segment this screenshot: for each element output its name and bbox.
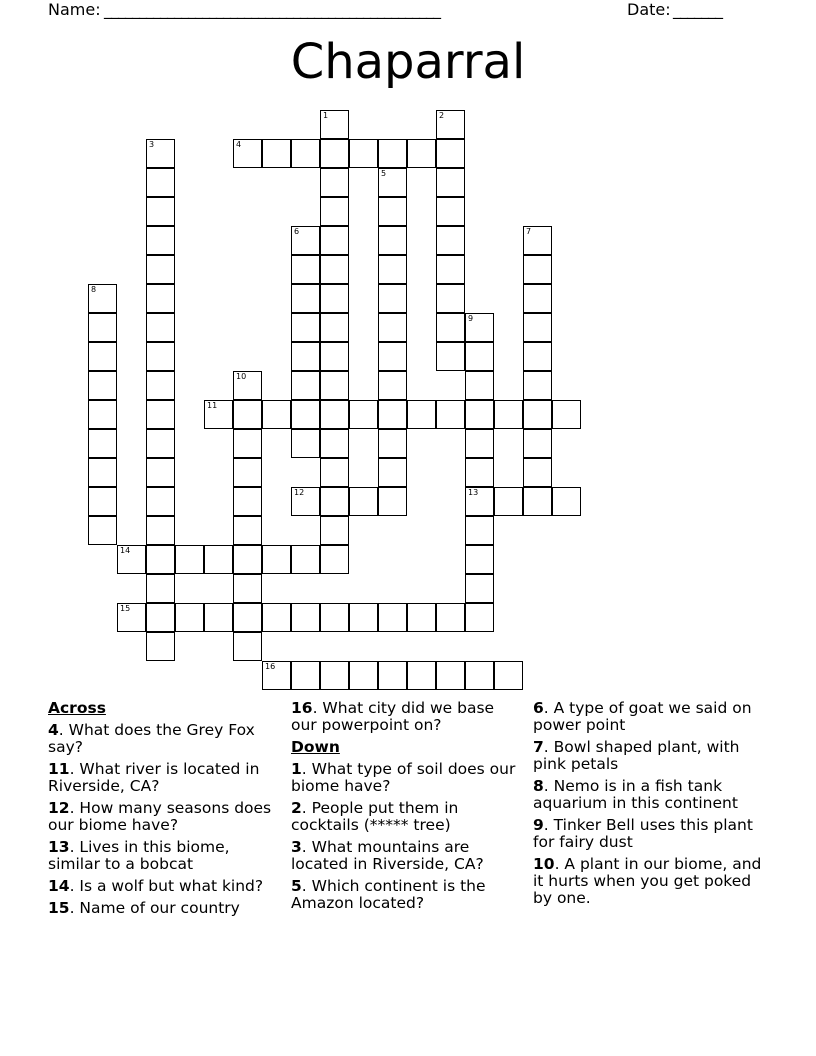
grid-cell[interactable] [88, 371, 117, 400]
grid-cell[interactable] [291, 313, 320, 342]
clue-number: 4 [48, 721, 59, 739]
grid-cell[interactable] [378, 603, 407, 632]
clue-number: 14 [48, 877, 70, 895]
grid-cell[interactable] [146, 400, 175, 429]
grid-cell[interactable] [146, 487, 175, 516]
grid-cell[interactable] [146, 545, 175, 574]
grid-cell[interactable] [146, 574, 175, 603]
clue-down-3 [291, 839, 523, 873]
grid-cell[interactable] [378, 661, 407, 690]
grid-cell[interactable] [146, 603, 175, 632]
grid-cell[interactable] [465, 574, 494, 603]
grid-cell[interactable] [465, 313, 494, 342]
grid-cell[interactable] [291, 226, 320, 255]
clue-text: . A type of goat we said on power point [533, 699, 752, 734]
grid-cell[interactable] [146, 284, 175, 313]
grid-cell[interactable] [233, 603, 262, 632]
grid-cell[interactable] [378, 371, 407, 400]
clue-across-13 [48, 839, 278, 873]
grid-cell[interactable] [117, 545, 146, 574]
grid-cell[interactable] [88, 516, 117, 545]
grid-cell[interactable] [465, 458, 494, 487]
clue-number: 13 [48, 838, 70, 856]
grid-cell[interactable] [291, 139, 320, 168]
clue-text: . People put them in cocktails (***** tree) [291, 799, 459, 834]
grid-cell[interactable] [291, 342, 320, 371]
grid-cell[interactable] [349, 400, 378, 429]
cell-number: 16 [265, 662, 276, 671]
clue-number: 5 [291, 877, 302, 895]
date-label: Date: [627, 0, 671, 19]
grid-cell[interactable] [349, 661, 378, 690]
grid-cell[interactable] [378, 342, 407, 371]
cell-number: 5 [381, 169, 387, 178]
grid-cell[interactable] [523, 226, 552, 255]
grid-cell[interactable] [233, 400, 262, 429]
grid-cell[interactable] [465, 342, 494, 371]
grid-cell[interactable] [494, 400, 523, 429]
grid-cell[interactable] [204, 603, 233, 632]
clue-across-11 [48, 761, 278, 795]
grid-cell[interactable] [233, 429, 262, 458]
clue-text: . What city did we base our powerpoint on? [291, 699, 495, 734]
grid-cell[interactable] [349, 603, 378, 632]
grid-cell[interactable] [523, 371, 552, 400]
grid-cell[interactable] [436, 284, 465, 313]
grid-cell[interactable] [465, 603, 494, 632]
grid-cell[interactable] [523, 487, 552, 516]
clue-number: 7 [533, 738, 544, 756]
grid-cell[interactable] [465, 400, 494, 429]
grid-cell[interactable] [262, 661, 291, 690]
grid-cell[interactable] [465, 429, 494, 458]
clue-down-5 [291, 878, 523, 912]
grid-cell[interactable] [436, 139, 465, 168]
down-heading: Down [291, 738, 340, 756]
clue-number: 2 [291, 799, 302, 817]
grid-cell[interactable] [146, 139, 175, 168]
grid-cell[interactable] [146, 168, 175, 197]
cell-number: 8 [91, 285, 97, 294]
grid-cell[interactable] [378, 458, 407, 487]
grid-cell[interactable] [320, 400, 349, 429]
clue-text: . Lives in this biome, similar to a bobcat [48, 838, 230, 873]
grid-cell[interactable] [233, 487, 262, 516]
grid-cell[interactable] [407, 603, 436, 632]
grid-cell[interactable] [436, 603, 465, 632]
grid-cell[interactable] [146, 313, 175, 342]
grid-cell[interactable] [320, 197, 349, 226]
grid-cell[interactable] [523, 342, 552, 371]
grid-cell[interactable] [320, 284, 349, 313]
clue-number: 15 [48, 899, 70, 917]
grid-cell[interactable] [320, 110, 349, 139]
clue-text: . Is a wolf but what kind? [69, 877, 264, 895]
grid-cell[interactable] [494, 487, 523, 516]
clue-text: . What river is located in Riverside, CA? [48, 760, 260, 795]
clue-text: . What does the Grey Fox say? [48, 721, 255, 756]
clues-column-3 [533, 700, 773, 912]
grid-cell[interactable] [233, 632, 262, 661]
cell-number: 15 [120, 604, 131, 613]
clue-number: 10 [533, 855, 555, 873]
cell-number: 2 [439, 111, 445, 120]
cell-number: 14 [120, 546, 131, 555]
clue-number: 11 [48, 760, 70, 778]
grid-cell[interactable] [320, 661, 349, 690]
grid-cell[interactable] [465, 371, 494, 400]
cell-number: 6 [294, 227, 300, 236]
grid-cell[interactable] [291, 545, 320, 574]
grid-cell[interactable] [320, 371, 349, 400]
grid-cell[interactable] [378, 168, 407, 197]
grid-cell[interactable] [320, 603, 349, 632]
clue-down-6 [533, 700, 773, 734]
grid-cell[interactable] [436, 197, 465, 226]
grid-cell[interactable] [88, 429, 117, 458]
clue-text: . How many seasons does our biome have? [48, 799, 272, 834]
grid-cell[interactable] [262, 603, 291, 632]
clue-text: . Which continent is the Amazon located? [291, 877, 486, 912]
grid-cell[interactable] [378, 429, 407, 458]
clue-across-4 [48, 722, 278, 756]
grid-cell[interactable] [146, 226, 175, 255]
grid-cell[interactable] [436, 255, 465, 284]
grid-cell[interactable] [552, 487, 581, 516]
grid-cell[interactable] [233, 371, 262, 400]
grid-cell[interactable] [320, 255, 349, 284]
grid-cell[interactable] [523, 429, 552, 458]
grid-cell[interactable] [320, 168, 349, 197]
grid-cell[interactable] [233, 458, 262, 487]
cell-number: 9 [468, 314, 474, 323]
name-field[interactable]: ________________________________________________ [104, 0, 440, 19]
cell-number: 1 [323, 111, 329, 120]
grid-cell[interactable] [378, 139, 407, 168]
grid-cell[interactable] [523, 255, 552, 284]
grid-cell[interactable] [320, 458, 349, 487]
page-title: Chaparral [290, 34, 526, 90]
clue-number: 9 [533, 816, 544, 834]
grid-cell[interactable] [407, 400, 436, 429]
clue-down-1 [291, 761, 523, 795]
grid-cell[interactable] [378, 400, 407, 429]
grid-cell[interactable] [88, 313, 117, 342]
grid-cell[interactable] [291, 255, 320, 284]
clue-text: . Tinker Bell uses this plant for fairy dust [533, 816, 753, 851]
grid-cell[interactable] [233, 574, 262, 603]
grid-cell[interactable] [117, 603, 146, 632]
clue-down-10 [533, 856, 773, 907]
grid-cell[interactable] [175, 545, 204, 574]
grid-cell[interactable] [88, 284, 117, 313]
clue-number: 3 [291, 838, 302, 856]
name-label: Name: [48, 0, 101, 19]
clue-down-7 [533, 739, 773, 773]
grid-cell[interactable] [436, 168, 465, 197]
clues-column-2 [291, 700, 523, 917]
grid-cell[interactable] [262, 400, 291, 429]
cell-number: 12 [294, 488, 305, 497]
clue-text: . Name of our country [69, 899, 240, 917]
grid-cell[interactable] [88, 458, 117, 487]
grid-cell[interactable] [378, 313, 407, 342]
grid-cell[interactable] [291, 284, 320, 313]
grid-cell[interactable] [436, 342, 465, 371]
grid-cell[interactable] [494, 661, 523, 690]
grid-cell[interactable] [204, 545, 233, 574]
grid-cell[interactable] [291, 661, 320, 690]
grid-cell[interactable] [320, 139, 349, 168]
grid-cell[interactable] [88, 342, 117, 371]
grid-cell[interactable] [233, 516, 262, 545]
cell-number: 10 [236, 372, 247, 381]
grid-cell[interactable] [378, 226, 407, 255]
grid-cell[interactable] [146, 255, 175, 284]
grid-cell[interactable] [465, 487, 494, 516]
cell-number: 3 [149, 140, 155, 149]
clue-text: . What mountains are located in Riverside, CA? [291, 838, 484, 873]
grid-cell[interactable] [349, 487, 378, 516]
grid-cell[interactable] [378, 255, 407, 284]
cell-number: 11 [207, 401, 218, 410]
clue-text: . What type of soil does our biome have? [291, 760, 516, 795]
grid-cell[interactable] [204, 400, 233, 429]
across-heading: Across [48, 699, 106, 717]
grid-cell[interactable] [378, 487, 407, 516]
clue-number: 16 [291, 699, 313, 717]
grid-cell[interactable] [349, 139, 378, 168]
grid-cell[interactable] [320, 313, 349, 342]
clue-number: 6 [533, 699, 544, 717]
grid-cell[interactable] [320, 226, 349, 255]
grid-cell[interactable] [233, 139, 262, 168]
grid-cell[interactable] [291, 429, 320, 458]
grid-cell[interactable] [88, 487, 117, 516]
grid-cell[interactable] [320, 487, 349, 516]
clue-across-14 [48, 878, 278, 895]
grid-cell[interactable] [88, 400, 117, 429]
clue-number: 8 [533, 777, 544, 795]
clue-text: . Nemo is in a fish tank aquarium in this continent [533, 777, 738, 812]
clues-column-1 [48, 700, 278, 922]
grid-cell[interactable] [320, 516, 349, 545]
grid-cell[interactable] [552, 400, 581, 429]
grid-cell[interactable] [291, 371, 320, 400]
grid-cell[interactable] [523, 284, 552, 313]
grid-cell[interactable] [233, 545, 262, 574]
grid-cell[interactable] [146, 342, 175, 371]
clue-text: . A plant in our biome, and it hurts when you get poked by one. [533, 855, 762, 907]
clue-down-9 [533, 817, 773, 851]
grid-cell[interactable] [146, 371, 175, 400]
cell-number: 7 [526, 227, 532, 236]
grid-cell[interactable] [407, 139, 436, 168]
grid-cell[interactable] [262, 139, 291, 168]
grid-cell[interactable] [320, 429, 349, 458]
clue-text: . Bowl shaped plant, with pink petals [533, 738, 740, 773]
grid-cell[interactable] [291, 603, 320, 632]
clue-across-12 [48, 800, 278, 834]
clue-across-15 [48, 900, 278, 917]
cell-number: 13 [468, 488, 479, 497]
grid-cell[interactable] [436, 313, 465, 342]
grid-cell[interactable] [146, 197, 175, 226]
grid-cell[interactable] [146, 632, 175, 661]
grid-cell[interactable] [465, 516, 494, 545]
grid-cell[interactable] [436, 400, 465, 429]
grid-cell[interactable] [291, 400, 320, 429]
grid-cell[interactable] [465, 545, 494, 574]
grid-cell[interactable] [523, 400, 552, 429]
cell-number: 4 [236, 140, 242, 149]
clue-number: 12 [48, 799, 70, 817]
grid-cell[interactable] [378, 284, 407, 313]
grid-cell[interactable] [320, 342, 349, 371]
clue-number: 1 [291, 760, 302, 778]
grid-cell[interactable] [436, 226, 465, 255]
grid-cell[interactable] [175, 603, 204, 632]
grid-cell[interactable] [146, 429, 175, 458]
grid-cell[interactable] [378, 197, 407, 226]
grid-cell[interactable] [146, 458, 175, 487]
grid-cell[interactable] [523, 313, 552, 342]
date-field[interactable]: _______ [673, 0, 722, 19]
grid-cell[interactable] [523, 458, 552, 487]
grid-cell[interactable] [262, 545, 291, 574]
grid-cell[interactable] [465, 661, 494, 690]
clue-across-16 [291, 700, 523, 734]
clue-down-8 [533, 778, 773, 812]
grid-cell[interactable] [436, 110, 465, 139]
grid-cell[interactable] [291, 487, 320, 516]
grid-cell[interactable] [320, 545, 349, 574]
clue-down-2 [291, 800, 523, 834]
grid-cell[interactable] [436, 661, 465, 690]
grid-cell[interactable] [146, 516, 175, 545]
grid-cell[interactable] [407, 661, 436, 690]
